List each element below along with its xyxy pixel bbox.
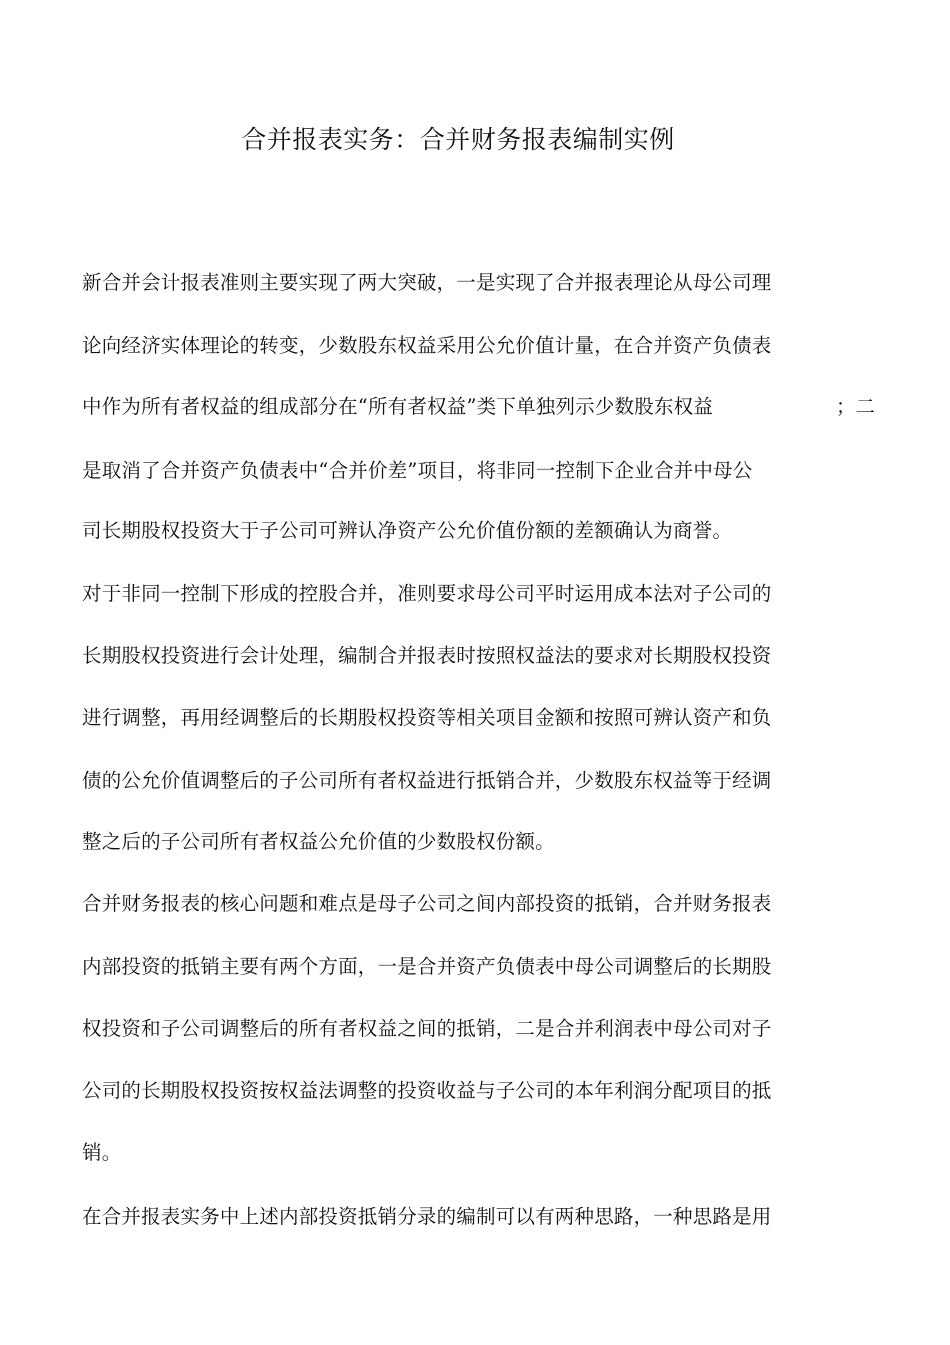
- body-line-7: 长期股权投资进行会计处理，编制合并报表时按照权益法的要求对长期股权投资: [82, 644, 772, 667]
- body-line-12: 内部投资的抵销主要有两个方面，一是合并资产负债表中母公司调整后的长期股: [82, 955, 772, 978]
- body-line-13: 权投资和子公司调整后的所有者权益之间的抵销，二是合并利润表中母公司对子: [82, 1017, 772, 1040]
- body-line-14: 公司的长期股权投资按权益法调整的投资收益与子公司的本年利润分配项目的抵: [82, 1079, 772, 1102]
- body-line-4: 是取消了合并资产负债表中“合并价差”项目，将非同一控制下企业合并中母公: [82, 459, 753, 482]
- body-line-9: 债的公允价值调整后的子公司所有者权益进行抵销合并，少数股东权益等于经调: [82, 769, 772, 792]
- body-line-10: 整之后的子公司所有者权益公允价值的少数股权份额。: [82, 830, 555, 853]
- body-line-8: 进行调整，再用经调整后的长期股权投资等相关项目金额和按照可辨认资产和负: [82, 706, 772, 729]
- body-line-16: 在合并报表实务中上述内部投资抵销分录的编制可以有两种思路，一种思路是用: [82, 1205, 772, 1228]
- body-line-6: 对于非同一控制下形成的控股合并，准则要求母公司平时运用成本法对子公司的: [82, 582, 772, 605]
- body-line-3-tail: ；二: [836, 395, 876, 418]
- document-title: 合并报表实务：合并财务报表编制实例: [241, 125, 675, 154]
- body-line-1: 新合并会计报表准则主要实现了两大突破，一是实现了合并报表理论从母公司理: [82, 271, 772, 294]
- body-line-3: 中作为所有者权益的组成部分在“所有者权益”类下单独列示少数股东权益: [82, 395, 714, 418]
- body-line-5: 司长期股权投资大于子公司可辨认净资产公允价值份额的差额确认为商誉。: [82, 519, 733, 542]
- body-line-2: 论向经济实体理论的转变，少数股东权益采用公允价值计量，在合并资产负债表: [82, 334, 772, 357]
- body-line-15: 销。: [82, 1141, 122, 1164]
- body-line-11: 合并财务报表的核心问题和难点是母子公司之间内部投资的抵销，合并财务报表: [82, 892, 772, 915]
